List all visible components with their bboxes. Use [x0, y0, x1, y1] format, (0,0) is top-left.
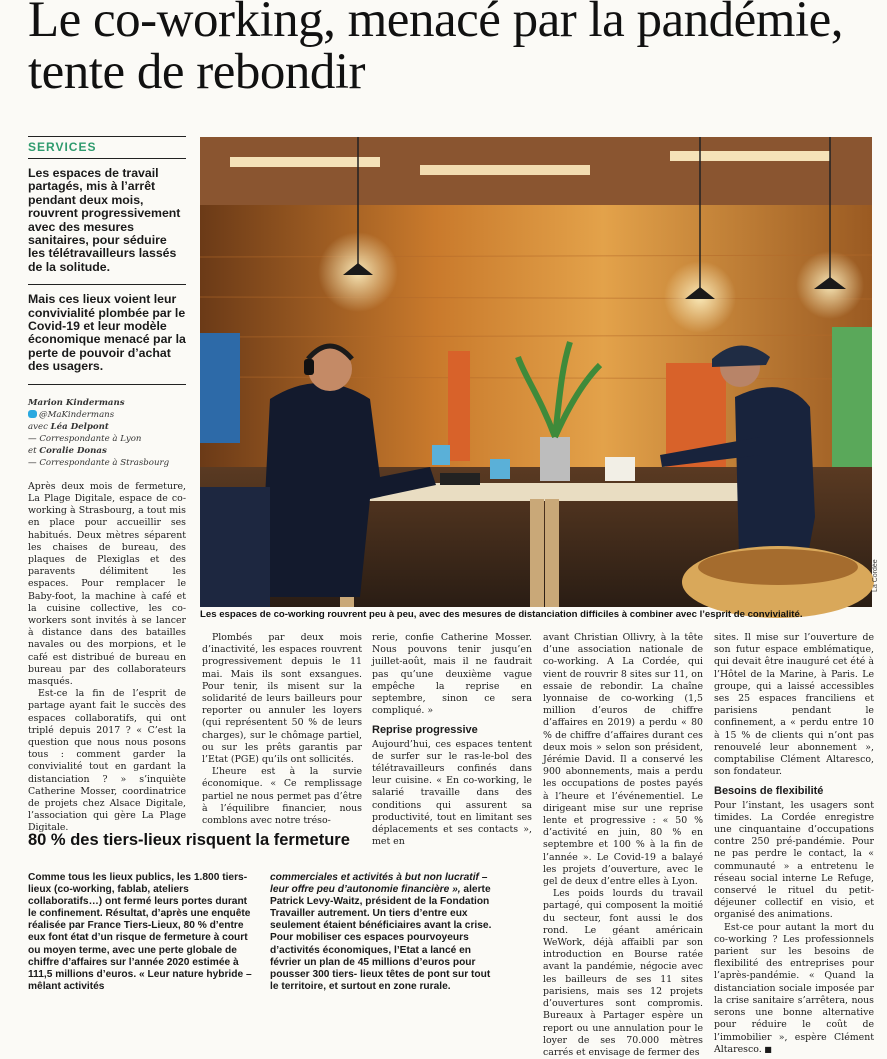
paragraph: Aujourd’hui, ces espaces tentent de surfer sur le ras-le-bol des télétravailleurs confinés dans leur cuisine. « En co-working, le salarié travaille dans des conditions qui assurent sa productivité, tout en limitant ses déplacements et ses contacts », met en [372, 738, 532, 848]
subheading: Reprise progressive [372, 724, 478, 737]
byline-with: avec [28, 421, 48, 432]
article-column-2 [202, 632, 362, 842]
twitter-handle[interactable]: @MaKindermans [39, 409, 115, 420]
coauthor-role: — Correspondante à Lyon [28, 433, 142, 444]
photo-caption: Les espaces de co-working rouvrent peu à peu, avec des mesures de distanciation difficiles à combiner avec l’esprit de convivialité. [200, 609, 803, 620]
paragraph: Les poids lourds du travail partagé, qui composent la moitié du secteur, font aussi le dos rond. Le géant américain WeWork, déjà affaibli par son introduction en Bourse ratée avant la pandémie, négocie avec les bailleurs de ses 11 sites parisiens, mais ses 12 projets d’ouvertures sont compromis. Bureaux à Partager espère un report ou une annulation pour le loyer de ses 70.000 mètres carrés et envisage de fermer des [543, 888, 703, 1058]
paragraph: L’heure est à la survie économique. « Ce remplissage partiel ne nous permet pas d’être à l’équilibre financier, nous comblons avec notre tréso- [202, 766, 362, 827]
coauthor-name: Léa Delpont [50, 421, 109, 432]
paragraph: Plombés par deux mois d’inactivité, les espaces rouvrent progressivement depuis le 11 mai. Mais ils sont exsangues. Pour tenir, ils misent sur la solidarité de leurs bailleurs pour reporter ou annuler les loyers (qui représentent 50 % de leurs charges), sur le chômage partiel, ou sur les prêts garantis par l’Etat (PGE) qu’ils ont sollicités. [202, 632, 362, 766]
article-intro [28, 469, 186, 835]
byline [28, 385, 186, 469]
sidebar [28, 136, 186, 835]
paragraph: sites. Il mise sur l’ouverture de son futur espace emblématique, qui devait être inauguré cet été à l’Hôtel de la Marine, à Paris. Le groupe, qui a laissé accessibles ses 25 espaces franciliens et parisiens pendant le confinement, a « perdu entre 10 à 15 % de clients qui n’ont pas renouvelé leur abonnement », comptabilise Clément Altaresco, son fondateur. [714, 632, 874, 778]
author-name: Marion Kindermans [28, 397, 125, 408]
byline-and: et [28, 445, 37, 456]
coworking-photo-illustration [200, 137, 872, 607]
coauthor-name: Coralie Donas [39, 445, 107, 456]
article-column-3 [372, 632, 532, 848]
intro-paragraph: Après deux mois de fermeture, La Plage Digitale, espace de co-working à Strasbourg, a tout mis en place pour accueillir ses habitués. Deux mètres séparent les chaises de bureau, des plaques de Plexiglas et des paravents délimitent les espaces. Pour remplacer le Baby-foot, la machine à café et la cuisine collective, les co-workers sont invités à se lancer à distance dans des batailles navales ou des morpions, et le café est distribué de bureau en bureau par des collaborateurs masqués. [28, 480, 186, 687]
subheading: Besoins de flexibilité [714, 785, 824, 798]
box-text-right [270, 872, 500, 993]
article-photo [200, 137, 872, 607]
paragraph: Est-ce pour autant la mort du co-working ? Les professionnels parient sur les besoins de flexibilité des entreprises pour l’après-pandémie. « Quand la distanciation sociale imposée par la crise sanitaire s’arrêtera, nous serons une bonne alternative pour réduire le coût de l’immobilier », espère Clément Altaresco. ■ [714, 922, 874, 1056]
photo-credit: La Cordée [872, 559, 879, 592]
box-title: 80 % des tiers-lieux risquent la fermeture [28, 831, 350, 849]
headline: Le co-working, menacé par la pandémie, tente de rebondir [28, 0, 844, 100]
coauthor-role: — Correspondante à Strasbourg [28, 457, 170, 468]
paragraph: rerie, confie Catherine Mosser. Nous pouvons tenir jusqu’en juillet-août, mais il ne faudrait pas qu’une deuxième vague empêche la reprise en septembre, sinon ce sera compliqué. » [372, 632, 532, 717]
intro-paragraph-2: Est-ce la fin de l’esprit de partage ayant fait le succès des espaces collaboratifs, qui ont triplé depuis 2017 ? « C’est la question que nous nous posons tous : comment garder la convivialité tout en gardant la distanciation ? » s’inquiète Catherine Mosser, coordinatrice de projets chez Alsace Digitale, l’association qui gère La Plage Digitale. [28, 688, 186, 834]
paragraph: Pour l’instant, les usagers sont timides. La Cordée enregistre une cinquantaine d’occupations contre 250 pré-pandémie. Pour ne pas perdre le contact, la « communauté » a entretenu le réseau social interne Le Refuge, conservé le rituel du petit-déjeuner collectif en visio, et organisé des animations. [714, 799, 874, 921]
box-text-left: Comme tous les lieux publics, les 1.800 tiers-lieux (co-working, fablab, ateliers collaboratifs…) ont fermé leurs portes durant le confinement. Résultat, d’après une enquête réalisée par France Tiers-Lieux, 80 % d’entre eux font état d’un risque de fermeture à court ou moyen terme, avec une perte globale de chiffre d’affaires sur l’année 2020 estimée à 111,5 millions d’euros. « Leur nature hybride – mêlant activités [28, 872, 252, 992]
lead-paragraph: Les espaces de travail partagés, mis à l’arrêt pendant deux mois, rouvrent progressivement avec des mesures sanitaires, pour séduire les télétravailleurs lassés de la solitude. [28, 166, 181, 274]
section-label: SERVICES [28, 140, 97, 154]
box-text: alerte Patrick Levy-Waitz, président de la Fondation Travailler autrement. Un tiers d’entre eux seulement étaient bénéficiaires avant la crise. Pour mobiliser ces espaces pourvoyeurs d’activités économiques, l’Etat a lancé en février un plan de 45 millions d’euros pour pousser 300 tiers- lieux têtes de pont sur tout le territoire, et surtout en zone rurale. [270, 884, 492, 992]
box-quote: commerciales et activités à but non lucratif – leur offre peu d’autonomie financière », [270, 872, 488, 896]
article-column-4 [543, 632, 703, 1059]
twitter-icon [28, 410, 37, 418]
article-column-5 [714, 632, 874, 1056]
paragraph: avant Christian Ollivry, à la tête d’une association nationale de co-working. A La Cordée, qui vient de rouvrir 8 sites sur 11, on essaie de rebondir. La chaîne lyonnaise de co-working (1,5 million d’euros de chiffre d’affaires en 2019) a perdu « 80 % de chiffre d’affaires durant ces deux mois » selon son président, Jérémie David. Il a conservé les 900 abonnements, mais a perdu les occupations de postes payés à l’heure et l’événementiel. Le dirigeant mise sur une reprise lente et progressive : « 50 % d’activité en juin, 80 % en septembre et 100 % à la fin de l’année ». Le Covid-19 a balayé les projets d’ouverture, avec le gel de deux d’entre elles à Lyon. [543, 632, 703, 888]
lead-paragraph-2: Mais ces lieux voient leur convivialité plombée par le Covid-19 et leur modèle économique menacé par la perte de pouvoir d’achat des usagers. [28, 292, 186, 374]
